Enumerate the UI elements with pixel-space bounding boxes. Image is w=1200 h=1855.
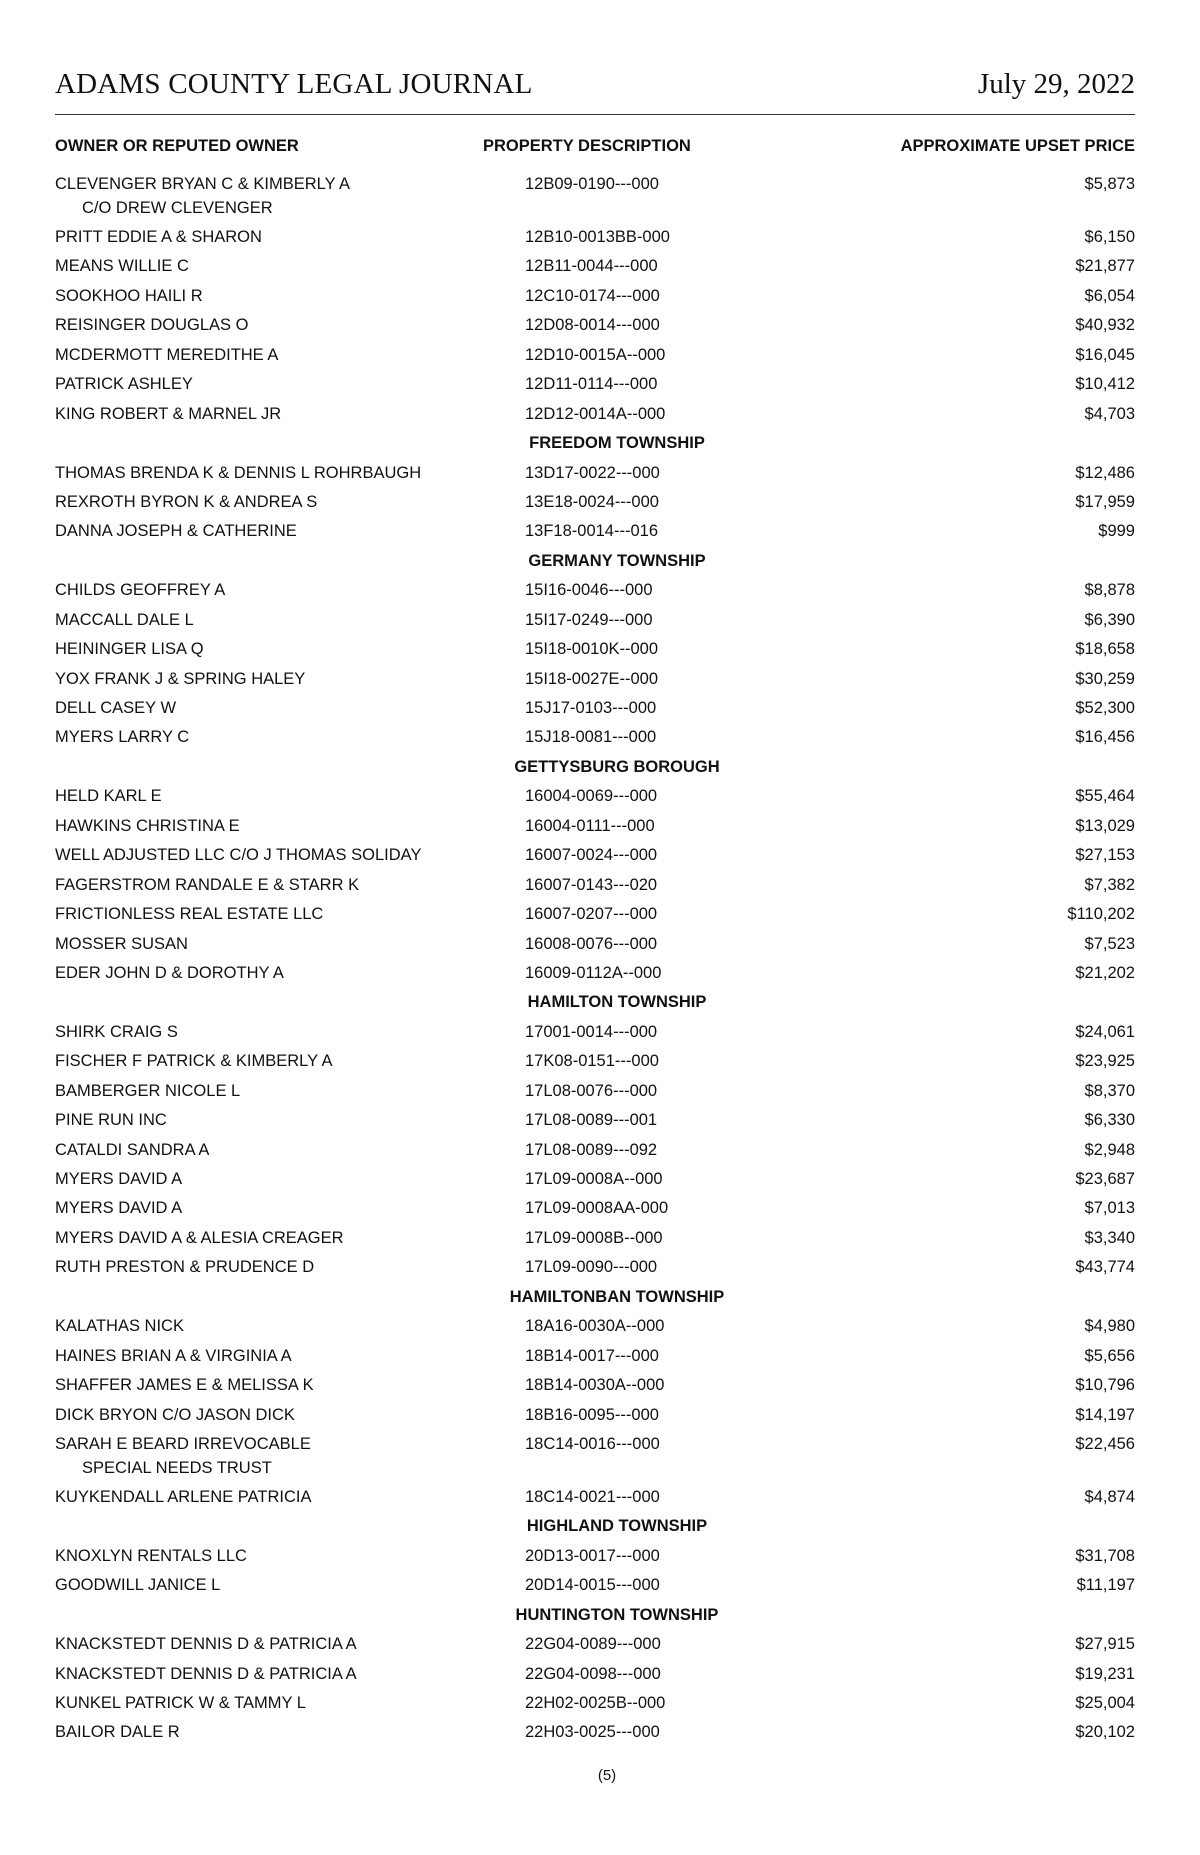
upset-price: $110,202 [1067,905,1135,924]
owner-name-line: PATRICK ASHLEY [55,375,193,394]
column-header-price: APPROXIMATE UPSET PRICE [900,137,1135,155]
table-row [55,1314,1135,1343]
journal-title: ADAMS COUNTY LEGAL JOURNAL [55,68,533,100]
table-row [55,1544,1135,1573]
parcel-number: 16007-0207---000 [525,905,658,924]
parcel-number: 17L09-0008AA-000 [525,1199,669,1218]
table-row [55,1632,1135,1661]
owner-name [55,1079,240,1103]
table-row [55,1344,1135,1373]
owner-name-line: BAMBERGER NICOLE L [55,1081,241,1100]
parcel-number: 16004-0069---000 [525,787,658,806]
owner-name [55,490,317,514]
section-heading: GERMANY TOWNSHIP [528,551,706,570]
table-row [55,1255,1135,1284]
owner-name-line: MCDERMOTT MEREDITHE A [55,345,279,364]
owner-name-line: KNACKSTEDT DENNIS D & PATRICIA A [55,1664,357,1683]
parcel-number: 12B09-0190---000 [525,175,659,193]
owner-name-line: PRITT EDDIE A & SHARON [55,228,262,246]
owner-name [55,814,240,838]
parcel-number: 15J17-0103---000 [525,699,657,717]
parcel-number: 15I16-0046---000 [525,581,653,600]
owner-name-line: DANNA JOSEPH & CATHERINE [55,522,297,541]
owner-name-continued: C/O DREW CLEVENGER [82,199,273,217]
table-row [55,873,1135,902]
table-row [55,1691,1135,1720]
table-row [55,284,1135,313]
owner-name [55,1720,180,1744]
upset-price: $16,045 [1075,345,1135,364]
owner-name [55,667,305,691]
parcel-number: 16004-0111---000 [525,816,655,835]
section-heading: HUNTINGTON TOWNSHIP [515,1605,719,1624]
owner-name [55,1544,247,1568]
owner-name-line: SOOKHOO HAILI R [55,286,203,305]
table-row [55,1138,1135,1167]
owner-name-line: HEININGER LISA Q [55,640,204,659]
parcel-number: 17L08-0089---001 [525,1111,658,1130]
table-row [55,637,1135,666]
owner-name-line: RUTH PRESTON & PRUDENCE D [55,1258,315,1277]
owner-name-line: MEANS WILLIE C [55,257,189,276]
upset-price: $4,980 [1084,1317,1135,1336]
table-row [55,1079,1135,1108]
parcel-number: 18A16-0030A--000 [525,1317,665,1336]
upset-price: $24,061 [1075,1022,1135,1041]
section-heading: GETTYSBURG BOROUGH [514,757,720,776]
parcel-number: 18B14-0017---000 [525,1346,659,1365]
table-row [55,1049,1135,1078]
owner-name-line: MACCALL DALE L [55,610,194,629]
parcel-number: 17L09-0090---000 [525,1258,658,1277]
upset-price: $30,259 [1075,669,1135,688]
parcel-number: 16009-0112A--000 [525,963,662,982]
upset-price: $55,464 [1075,787,1135,806]
owner-name-line: KALATHAS NICK [55,1317,184,1336]
parcel-number: 13D17-0022---000 [525,463,660,482]
owner-name [55,1049,333,1073]
page-header [55,64,1135,115]
owner-name [55,461,421,485]
owner-name [55,696,176,720]
upset-price: $27,915 [1075,1635,1135,1654]
upset-price: $5,656 [1084,1346,1135,1365]
owner-name [55,1108,167,1132]
owner-name [55,225,262,249]
table-row [55,1167,1135,1196]
parcel-number: 22G04-0089---000 [525,1635,661,1654]
upset-price: $999 [1098,522,1135,541]
table-row [55,1573,1135,1602]
owner-name [55,1691,306,1715]
owner-name [55,1226,344,1250]
upset-price: $4,874 [1084,1487,1135,1506]
parcel-number: 16007-0143---020 [525,875,658,894]
upset-price: $13,029 [1075,816,1135,835]
upset-price: $5,873 [1084,175,1135,193]
parcel-number: 22H02-0025B--000 [525,1694,666,1712]
upset-price: $6,054 [1084,286,1135,305]
owner-name-line: FAGERSTROM RANDALE E & STARR K [55,875,360,894]
table-row [55,1196,1135,1225]
table-row [55,461,1135,490]
parcel-number: 17L08-0089---092 [525,1140,658,1159]
owner-name [55,725,189,749]
table-row [55,254,1135,283]
owner-name-line: CHILDS GEOFFREY A [55,581,226,600]
parcel-number: 12B11-0044---000 [525,257,658,276]
upset-price: $8,370 [1084,1081,1135,1100]
upset-price: $11,197 [1076,1576,1135,1595]
owner-name [55,843,421,867]
parcel-number: 18B14-0030A--000 [525,1376,665,1395]
upset-price: $8,878 [1084,581,1135,600]
upset-price: $6,390 [1084,610,1135,629]
table-row [55,784,1135,813]
owner-name [55,608,194,632]
parcel-number: 12D10-0015A--000 [525,345,666,364]
parcel-number: 22G04-0098---000 [525,1664,661,1683]
owner-name [55,1314,184,1338]
upset-price: $21,202 [1075,963,1135,982]
owner-name [55,313,248,337]
owner-name-line: MYERS LARRY C [55,728,190,747]
section-heading: HAMILTON TOWNSHIP [527,993,707,1012]
owner-name-line: MYERS DAVID A [55,1199,183,1218]
parcel-number: 13F18-0014---016 [525,522,658,541]
upset-price: $43,774 [1075,1258,1135,1277]
owner-name [55,902,323,926]
owner-name-line: WELL ADJUSTED LLC C/O J THOMAS SOLIDAY [55,846,422,865]
owner-name [55,402,281,426]
owner-name-line: BAILOR DALE R [55,1723,180,1742]
upset-price: $7,523 [1084,934,1135,953]
upset-price: $6,150 [1084,228,1135,246]
table-row [55,402,1135,431]
parcel-number: 15I18-0027E--000 [525,669,659,688]
table-row [55,608,1135,637]
owner-name [55,1573,220,1597]
owner-name-line: MYERS DAVID A & ALESIA CREAGER [55,1228,344,1247]
owner-name [55,1662,357,1686]
owner-name-line: EDER JOHN D & DOROTHY A [55,963,284,982]
table-row [55,313,1135,342]
parcel-number: 18C14-0016---000 [525,1434,660,1453]
upset-price: $19,231 [1075,1664,1135,1683]
owner-name [55,578,225,602]
parcel-number: 12B10-0013BB-000 [525,228,670,246]
table-row [55,172,1135,225]
upset-price: $21,877 [1075,257,1135,276]
owner-name-line: MYERS DAVID A [55,1170,183,1188]
owner-name-line: CLEVENGER BRYAN C & KIMBERLY A [55,175,350,193]
parcel-number: 17001-0014---000 [525,1022,658,1041]
table-row [55,578,1135,607]
owner-name-line: CATALDI SANDRA A [55,1140,210,1159]
upset-price: $52,300 [1075,699,1135,717]
parcel-number: 13E18-0024---000 [525,492,659,511]
parcel-number: 18C14-0021---000 [525,1487,660,1506]
owner-name-line: HELD KARL E [55,787,162,806]
table-row [55,902,1135,931]
parcel-number: 20D13-0017---000 [525,1546,660,1565]
upset-price: $27,153 [1075,846,1135,865]
owner-name [55,1403,295,1427]
parcel-number: 16007-0024---000 [525,846,658,865]
owner-name-line: REISINGER DOUGLAS O [55,316,249,335]
column-header-property: PROPERTY DESCRIPTION [483,137,691,155]
owner-name [55,873,359,897]
owner-name [55,519,297,543]
table-row [55,1720,1135,1749]
parcel-number: 15I18-0010K--000 [525,640,659,659]
parcel-number: 17L08-0076---000 [525,1081,658,1100]
owner-name-line: HAINES BRIAN A & VIRGINIA A [55,1346,292,1365]
upset-price: $40,932 [1075,316,1135,335]
owner-name [55,1255,314,1279]
upset-price: $23,687 [1075,1170,1135,1188]
upset-price: $23,925 [1075,1052,1135,1071]
table-row [55,843,1135,872]
owner-name [55,1373,314,1397]
parcel-number: 17K08-0151---000 [525,1052,659,1071]
table-row [55,372,1135,401]
table-row [55,932,1135,961]
owner-name-line: GOODWILL JANICE L [55,1576,221,1595]
owner-name-line: SHIRK CRAIG S [55,1022,178,1041]
upset-price: $2,948 [1084,1140,1135,1159]
upset-price: $25,004 [1075,1694,1135,1712]
upset-price: $6,330 [1084,1111,1135,1130]
owner-name-line: DICK BRYON C/O JASON DICK [55,1405,295,1424]
upset-price: $18,658 [1075,640,1135,659]
table-row [55,1485,1135,1514]
owner-name-line: KUYKENDALL ARLENE PATRICIA [55,1487,312,1506]
column-header-owner: OWNER OR REPUTED OWNER [55,137,299,155]
owner-name [55,172,350,220]
upset-price: $14,197 [1075,1405,1135,1424]
upset-price: $7,382 [1084,875,1135,894]
table-row [55,1226,1135,1255]
owner-name [55,372,193,396]
parcel-number: 17L09-0008B--000 [525,1228,663,1247]
owner-name-line: MOSSER SUSAN [55,934,188,953]
parcel-number: 12D11-0114---000 [525,375,658,394]
parcel-number: 16008-0076---000 [525,934,658,953]
table-row [55,490,1135,519]
table-row [55,1020,1135,1049]
owner-name [55,1344,292,1368]
owner-name [55,1432,311,1480]
parcel-number: 17L09-0008A--000 [525,1170,663,1188]
upset-price: $22,456 [1075,1434,1135,1453]
table-row [55,519,1135,548]
owner-name [55,1020,178,1044]
table-row [55,1662,1135,1691]
owner-name-line: KNOXLYN RENTALS LLC [55,1546,247,1565]
owner-name [55,1196,182,1220]
upset-price: $12,486 [1075,463,1135,482]
property-listing [55,172,1135,1750]
table-row [55,1108,1135,1137]
upset-price: $3,340 [1084,1228,1135,1247]
owner-name [55,932,188,956]
parcel-number: 12D12-0014A--000 [525,404,666,423]
owner-name-line: YOX FRANK J & SPRING HALEY [55,669,306,688]
owner-name-line: SHAFFER JAMES E & MELISSA K [55,1376,314,1395]
owner-name-line: KING ROBERT & MARNEL JR [55,404,282,423]
table-row [55,343,1135,372]
owner-name [55,343,278,367]
owner-name [55,637,204,661]
upset-price: $10,796 [1075,1376,1135,1395]
owner-name [55,254,189,278]
upset-price: $20,102 [1075,1723,1135,1742]
owner-name [55,284,203,308]
page-number: (5) [597,1767,617,1784]
table-row [55,1403,1135,1432]
parcel-number: 12C10-0174---000 [525,286,660,305]
parcel-number: 22H03-0025---000 [525,1723,660,1742]
table-row [55,1373,1135,1402]
parcel-number: 18B16-0095---000 [525,1405,659,1424]
owner-name-line: DELL CASEY W [55,699,177,717]
parcel-number: 15J18-0081---000 [525,728,657,747]
issue-date: July 29, 2022 [977,68,1135,100]
parcel-number: 12D08-0014---000 [525,316,660,335]
owner-name [55,961,284,985]
owner-name-line: REXROTH BYRON K & ANDREA S [55,492,318,511]
section-heading: HAMILTONBAN TOWNSHIP [509,1287,725,1306]
owner-name [55,784,162,808]
owner-name-line: HAWKINS CHRISTINA E [55,816,240,835]
upset-price: $10,412 [1075,375,1135,394]
owner-name-line: FRICTIONLESS REAL ESTATE LLC [55,905,324,924]
owner-name [55,1485,311,1509]
column-headers [55,137,1135,161]
parcel-number: 20D14-0015---000 [525,1576,660,1595]
owner-name [55,1138,209,1162]
owner-name-line: SARAH E BEARD IRREVOCABLE [55,1434,311,1453]
owner-name-line: FISCHER F PATRICK & KIMBERLY A [55,1052,333,1071]
table-row [55,1432,1135,1485]
table-row [55,696,1135,725]
upset-price: $31,708 [1075,1546,1135,1565]
owner-name [55,1632,357,1656]
table-row [55,961,1135,990]
table-row [55,667,1135,696]
upset-price: $7,013 [1084,1199,1135,1218]
table-row [55,814,1135,843]
owner-name-continued: SPECIAL NEEDS TRUST [82,1458,272,1477]
table-row [55,725,1135,754]
owner-name-line: KUNKEL PATRICK W & TAMMY L [55,1694,306,1712]
parcel-number: 15I17-0249---000 [525,610,653,629]
upset-price: $17,959 [1075,492,1135,511]
section-heading: HIGHLAND TOWNSHIP [526,1517,708,1536]
owner-name [55,1167,182,1191]
owner-name-line: PINE RUN INC [55,1111,167,1130]
owner-name-line: KNACKSTEDT DENNIS D & PATRICIA A [55,1635,357,1654]
owner-name-line: THOMAS BRENDA K & DENNIS L ROHRBAUGH [55,463,422,482]
section-heading: FREEDOM TOWNSHIP [529,434,705,453]
table-row [55,225,1135,254]
upset-price: $4,703 [1084,404,1135,423]
upset-price: $16,456 [1075,728,1135,747]
